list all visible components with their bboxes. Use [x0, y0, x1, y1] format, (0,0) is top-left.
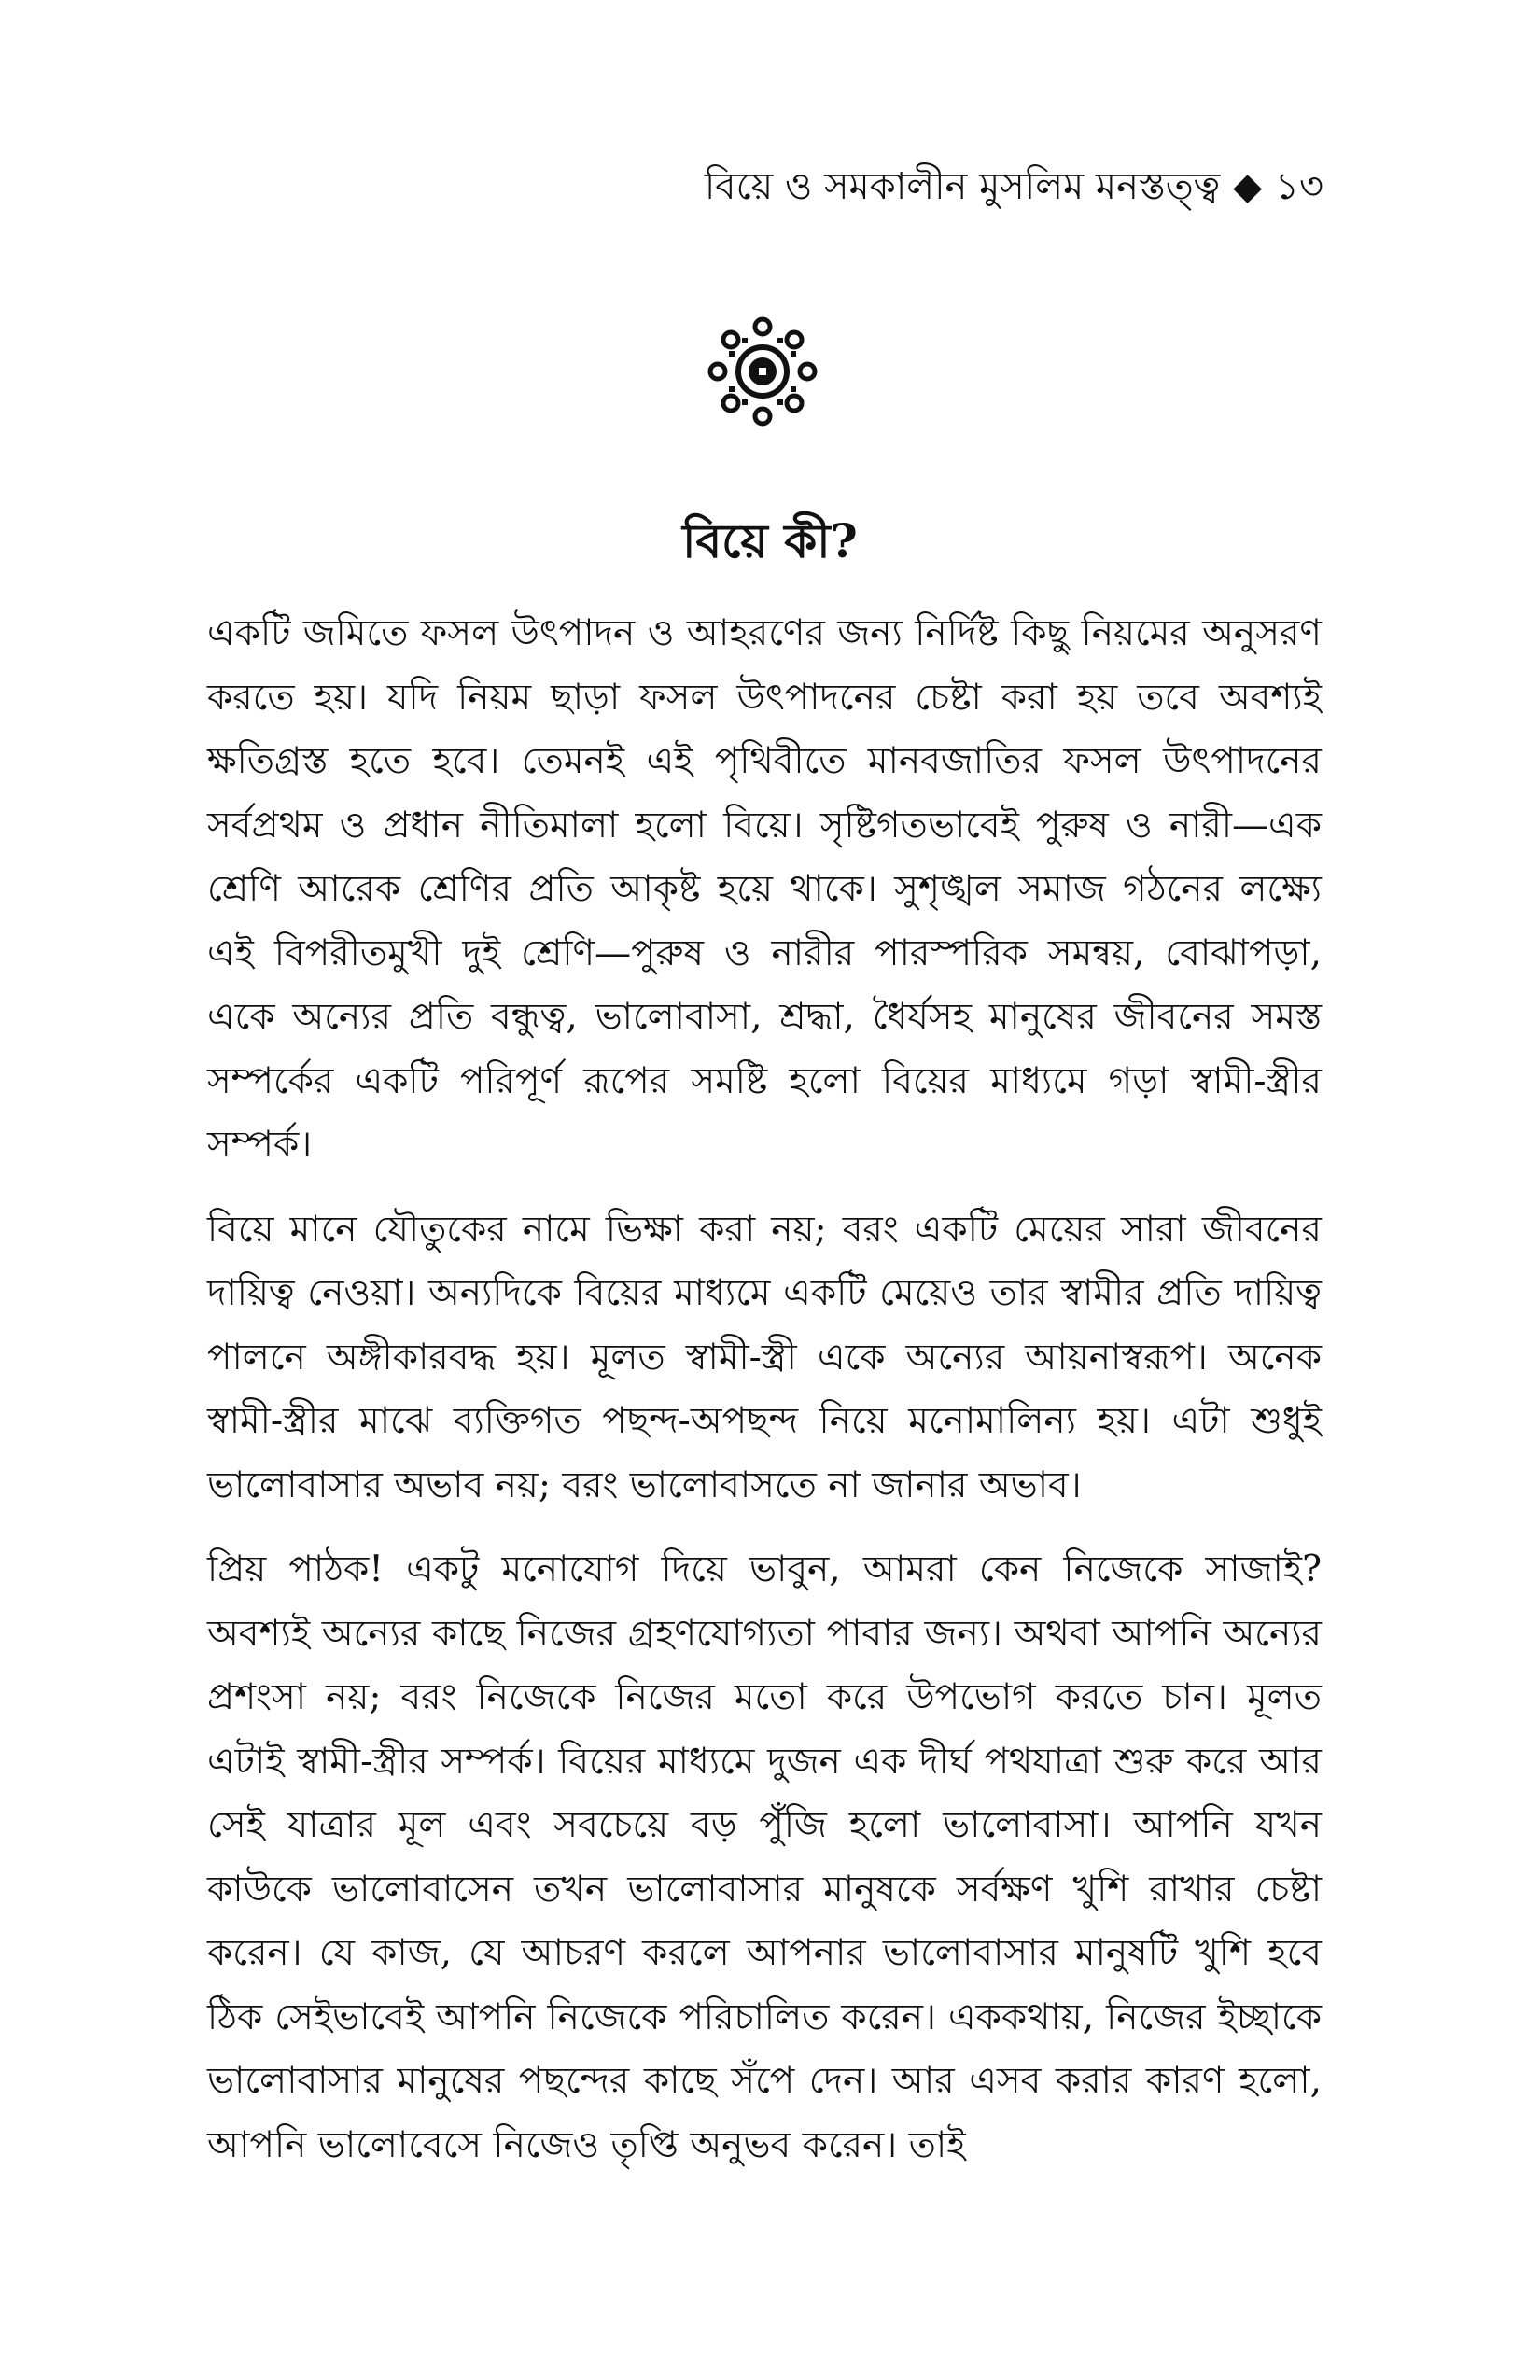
body-text: [207, 602, 1322, 2198]
floral-ornament-icon: [707, 315, 819, 427]
diamond-separator-icon: ◆: [1233, 165, 1263, 208]
paragraph: বিয়ে মানে যৌতুকের নামে ভিক্ষা করা নয়; বরং একটি মেয়ের সারা জীবনের দায়িত্ব নেওয়া। অন্যদিকে বিয়ের মাধ্যমে একটি মেয়েও তার স্বামীর প্রতি দায়িত্ব পালনে অঙ্গীকারবদ্ধ হয়। মূলত স্বামী-স্ত্রী একে অন্যের আয়নাস্বরূপ। অনেক স্বামী-স্ত্রীর মাঝে ব্যক্তিগত পছন্দ-অপছন্দ নিয়ে মনোমালিন্য হয়। এটা শুধুই ভালোবাসার অভাব নয়; বরং ভালোবাসতে না জানার অভাব।: [207, 1208, 1322, 1506]
running-title: বিয়ে ও সমকালীন মুসলিম মনস্তত্ত্ব: [704, 165, 1221, 208]
page-number: ১৩: [1275, 165, 1323, 208]
running-header: [704, 165, 1323, 208]
paragraph: একটি জমিতে ফসল উৎপাদন ও আহরণের জন্য নির্দিষ্ট কিছু নিয়মের অনুসরণ করতে হয়। যদি নিয়ম ছাড়া ফসল উৎপাদনের চেষ্টা করা হয় তবে অবশ্যই ক্ষতিগ্রস্ত হতে হবে। তেমনই এই পৃথিবীতে মানবজাতির ফসল উৎপাদনের সর্বপ্রথম ও প্রধান নীতিমালা হলো বিয়ে। সৃষ্টিগতভাবেই পুরুষ ও নারী—এক শ্রেণি আরেক শ্রেণির প্রতি আকৃষ্ট হয়ে থাকে। সুশৃঙ্খল সমাজ গঠনের লক্ষ্যে এই বিপরীতমুখী দুই শ্রেণি—পুরুষ ও নারীর পারস্পরিক সমন্বয়, বোঝাপড়া, একে অন্যের প্রতি বন্ধুত্ব, ভালোবাসা, শ্রদ্ধা, ধৈর্যসহ মানুষের জীবনের সমস্ত সম্পর্কের একটি পরিপূর্ণ রূপের সমষ্টি হলো বিয়ের মাধ্যমে গড়া স্বামী-স্ত্রীর সম্পর্ক।: [207, 612, 1322, 1166]
chapter-title: বিয়ে কী?: [682, 513, 858, 568]
paragraph: প্রিয় পাঠক! একটু মনোযোগ দিয়ে ভাবুন, আমরা কেন নিজেকে সাজাই? অবশ্যই অন্যের কাছে নিজের গ্রহণযোগ্যতা পাবার জন্য। অথবা আপনি অন্যের প্রশংসা নয়; বরং নিজেকে নিজের মতো করে উপভোগ করতে চান। মূলত এটাই স্বামী-স্ত্রীর সম্পর্ক। বিয়ের মাধ্যমে দুজন এক দীর্ঘ পথযাত্রা শুরু করে আর সেই যাত্রার মূল এবং সবচেয়ে বড় পুঁজি হলো ভালোবাসা। আপনি যখন কাউকে ভালোবাসেন তখন ভালোবাসার মানুষকে সর্বক্ষণ খুশি রাখার চেষ্টা করেন। যে কাজ, যে আচরণ করলে আপনার ভালোবাসার মানুষটি খুশি হবে ঠিক সেইভাবেই আপনি নিজেকে পরিচালিত করেন। এককথায়, নিজের ইচ্ছাকে ভালোবাসার মানুষের পছন্দের কাছে সঁপে দেন। আর এসব করার কারণ হলো, আপনি ভালোবেসে নিজেও তৃপ্তি অনুভব করেন। তাই: [207, 1548, 1322, 2166]
